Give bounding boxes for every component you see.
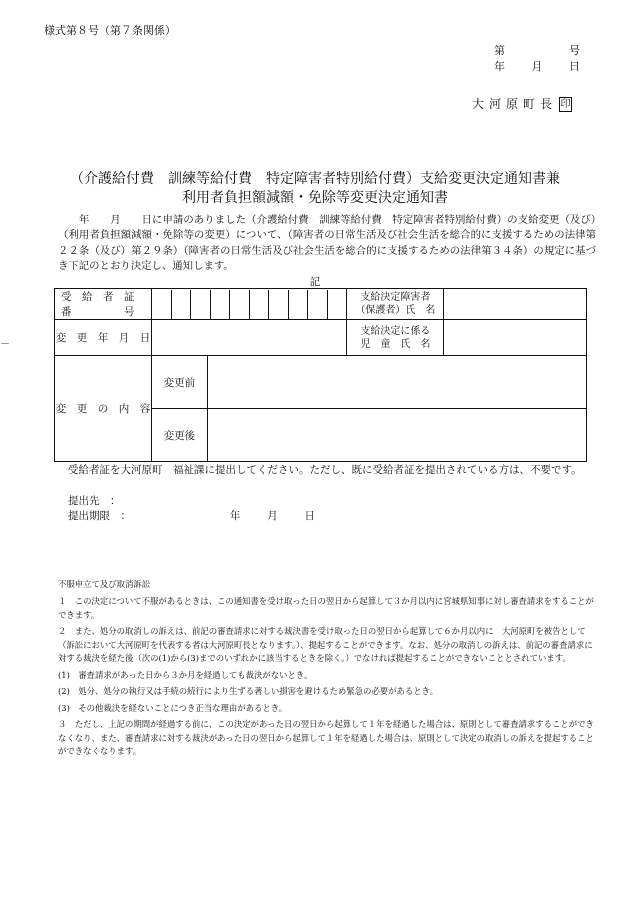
appeal-item-3: ３ ただし、上記の期間が経過する前に、この決定があった日の翌日から起算して１年を経過した場合は、原則として審査請求することができなくなり、また、審査請求に対する裁決があった日の翌日から起算して１年を経過した場合は、原則として決定の取消しの訴えを提起することができなくなります。 bbox=[58, 719, 594, 756]
issuer bbox=[472, 95, 572, 112]
document-number bbox=[494, 42, 580, 58]
table-row bbox=[55, 289, 587, 320]
child-name-field[interactable] bbox=[444, 320, 587, 356]
mayor-title: 大河原町長 bbox=[472, 97, 558, 111]
table-row bbox=[55, 320, 587, 356]
child-name-label-a: 支給決定に係る bbox=[360, 325, 431, 337]
seal-box: 印 bbox=[560, 99, 571, 110]
appeal-section bbox=[58, 578, 598, 762]
decided-person-label-b: （保護者）氏 名 bbox=[355, 305, 436, 316]
decided-person-label-a: 支給決定障害者 bbox=[360, 292, 431, 303]
deadline-label: 提出期限 ： bbox=[68, 510, 131, 522]
recipient-number-label-a: 受 給 者 証 bbox=[61, 291, 135, 303]
table-row bbox=[55, 356, 587, 409]
change-content-label: 変 更 の 内 容 bbox=[55, 356, 152, 462]
form-number: 様式第８号（第７条関係） bbox=[44, 24, 176, 37]
recipient-number-digits[interactable] bbox=[151, 289, 347, 320]
after-field[interactable] bbox=[207, 409, 586, 462]
appeal-sub-1: (1) 審査請求があった日から３か月を経過しても裁決がないとき。 bbox=[58, 669, 313, 680]
appeal-item-1: １ この決定について不服があるときは、この通知書を受け取った日の翌日から起算して３か月以内に宮城県知事に対し審査請求をすることができます。 bbox=[58, 596, 594, 620]
issue-date bbox=[494, 58, 580, 74]
deadline-month: 月 bbox=[267, 510, 278, 522]
change-date-field[interactable] bbox=[151, 320, 347, 356]
appeal-heading: 不服申立て及び取消訴訟 bbox=[58, 579, 151, 589]
before-field[interactable] bbox=[207, 356, 586, 409]
issue-year: 年 bbox=[494, 60, 505, 73]
decided-person-label bbox=[347, 289, 444, 320]
submission-deadline bbox=[68, 508, 315, 523]
decided-person-name-field[interactable] bbox=[444, 289, 587, 320]
issue-month: 月 bbox=[531, 60, 543, 73]
appeal-sub-3: (3) その他裁決を経ないことにつき正当な理由があるとき。 bbox=[58, 702, 288, 713]
change-date-label: 変 更 年 月 日 bbox=[55, 320, 152, 356]
after-label: 変更後 bbox=[151, 409, 207, 462]
appeal-sub-2: (2) 処分、処分の執行又は手続の続行により生ずる著しい損害を避けるため緊急の必要があるとき。 bbox=[58, 686, 439, 696]
submission-destination bbox=[68, 493, 121, 508]
submission-note: 受給者証を大河原町 福祉課に提出してください。ただし、既に受給者証を提出されている方は、不要です。 bbox=[68, 464, 582, 476]
recipient-number-label-b: 番 号 bbox=[61, 306, 135, 318]
recipient-number-label bbox=[55, 289, 152, 320]
decision-table bbox=[54, 288, 587, 462]
notice-paragraph: 年 月 日に申請のありました（介護給付費 訓練等給付費 特定障害者特別給付費）の支給変更（及び）（利用者負担額減額・免除等の変更）について、（障害者の日常生活及び社会生活を総合的に支援するための法律第２２条（及び）第２９条）（障害者の日常生活及び社会生活を総合的に支援するための法律第３４条）の規定に基づき下記のとおり決定し、通知します。 bbox=[58, 214, 596, 272]
deadline-year: 年 bbox=[229, 510, 241, 522]
deadline-day: 日 bbox=[304, 510, 316, 522]
document-title-line1: （介護給付費 訓練等給付費 特定障害者特別給付費）支給変更決定通知書兼 bbox=[70, 171, 560, 187]
margin-mark: － bbox=[0, 339, 10, 350]
before-label: 変更前 bbox=[151, 356, 207, 409]
issue-day: 日 bbox=[569, 60, 580, 73]
document-title-line2: 利用者負担額減額・免除等変更決定通知書 bbox=[182, 190, 448, 206]
child-name-label-b: 児 童 氏 名 bbox=[360, 338, 431, 350]
number-prefix: 第 bbox=[494, 44, 505, 57]
ki-heading: 記 bbox=[309, 276, 321, 288]
child-name-label bbox=[347, 320, 444, 356]
number-suffix: 号 bbox=[569, 44, 580, 57]
destination-label: 提出先 ： bbox=[68, 495, 121, 507]
appeal-item-2: ２ また、処分の取消しの訴えは、前記の審査請求に対する裁決書を受け取った日の翌日から起算して６か月以内に 大河原町を被告として（訴訟において大河原町を代表する者は大河原町長となります。）、提起することができます。なお、処分の取消しの訴えは、前記の審査請求に対する裁決を経た後（次の(1)から(3)までのいずれかに該当するときを除く。）でなければ提起することができないこととされています。 bbox=[58, 626, 593, 663]
